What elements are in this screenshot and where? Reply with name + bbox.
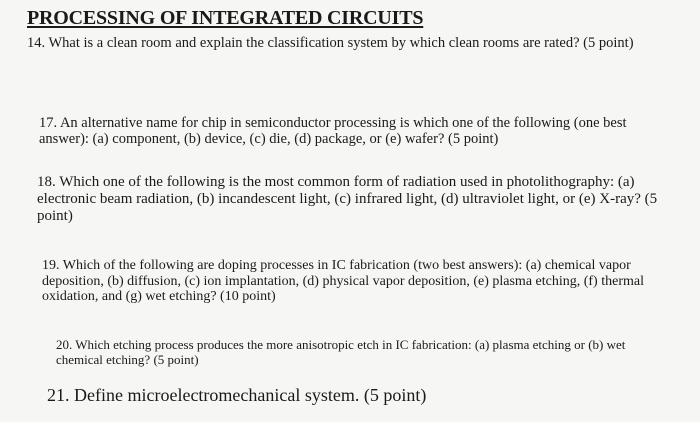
question-19: 19. Which of the following are doping processes in IC fabrication (two best answers): (a) chemical vapor deposition, (b) diffusion, (c) ion implantation, (d) physical vapor deposition, (e) plasma etching, (f) thermal oxidation, and (g) wet etching? (10 point) bbox=[42, 258, 644, 305]
question-14: 14. What is a clean room and explain the classification system by which clean rooms are rated? (5 point) bbox=[27, 35, 634, 51]
question-21: 21. Define microelectromechanical system. (5 point) bbox=[47, 385, 427, 405]
question-17: 17. An alternative name for chip in semiconductor processing is which one of the following (one best answer): (a) component, (b) device, (c) die, (d) package, or (e) wafer? (5 point) bbox=[39, 115, 627, 148]
document-title: PROCESSING OF INTEGRATED CIRCUITS bbox=[27, 7, 424, 29]
question-18: 18. Which one of the following is the most common form of radiation used in photolithography: (a) electronic beam radiation, (b) incandescent light, (c) infrared light, (d) ultraviolet light, or (e) X-ray? (5 point) bbox=[37, 174, 658, 224]
question-20: 20. Which etching process produces the more anisotropic etch in IC fabrication: (a) plasma etching or (b) wet chemical etching? (5 point) bbox=[56, 337, 626, 367]
